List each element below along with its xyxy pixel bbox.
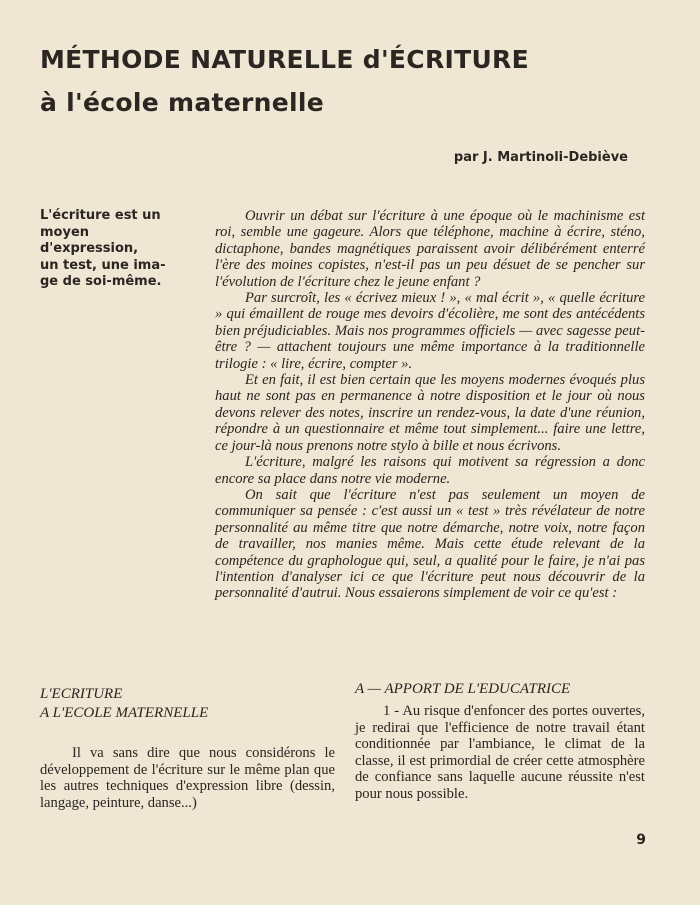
pull-quote-sidebar: [40, 208, 200, 291]
sidebar-line: moyen: [40, 224, 90, 240]
intro-paragraph: Ouvrir un débat sur l'écriture à une époque où le machinisme est roi, semble une gageure. Alors que téléphone, machine à écrire, sténo, dictaphone, bandes magnétiques paraissent avoir délibérément enterré l'ère des moines copistes, n'est-il pas un peu désuet de se pencher sur l'évolution de l'écriture chez le jeune enfant ?: [215, 208, 645, 290]
section-heading-line-2: A L'ECOLE MATERNELLE: [40, 705, 209, 721]
sidebar-line: d'expression,: [40, 241, 139, 256]
section-heading: [40, 685, 335, 723]
intro-paragraph: L'écriture, malgré les raisons qui motivent sa régression a donc encore sa place dans notre vie moderne.: [215, 454, 645, 487]
intro-text: [215, 208, 645, 602]
sidebar-line: un test, une ima-: [40, 257, 166, 273]
intro-paragraph: On sait que l'écriture n'est pas seulement un moyen de communiquer sa pensée : c'est aussi un « test » très révélateur de notre personnalité au même titre que notre démarche, notre voix, notre façon de travailler, nos manies même. Mais cette étude relevant de la compétence du graphologue qui, seul, a qualité pour le faire, je n'ai pas l'intention d'analyser ici ce que l'écriture peut nous découvrir de la personnalité d'autrui. Nous essaierons simplement de voir ce qu'est :: [215, 486, 645, 602]
page-number: 9: [636, 832, 646, 848]
sidebar-line: ge de soi-même.: [40, 274, 162, 289]
left-column-paragraph: Il va sans dire que nous considérons le développement de l'écriture sur le même plan que les autres techniques d'expression libre (dessin, langage, peinture, danse...): [40, 745, 335, 811]
title-line-2: à l'école maternelle: [40, 88, 324, 117]
subsection-heading: A — APPORT DE L'EDUCATRICE: [355, 681, 571, 697]
right-column-paragraph: 1 - Au risque d'enfoncer des portes ouvertes, je redirai que l'efficience de notre travail étant conditionnée par l'ambiance, le climat de la classe, il est primordial de créer cette atmosphère de confiance sans laquelle aucune réussite n'est pour nous possible.: [355, 703, 645, 802]
section-heading-line-1: L'ECRITURE: [40, 686, 123, 702]
author-byline: par J. Martinoli-Debiève: [453, 150, 628, 165]
intro-paragraph: Par surcroît, les « écrivez mieux ! », « mal écrit », « quelle écriture » qui émaillent de rouge mes devoirs d'écolière, me sont des antécédents bien préjudiciables. Mais nos programmes officiels — avec sagesse peut-être ? — attachent toujours une même importance à la traditionnelle trilogie : « lire, écrire, compter ».: [215, 290, 645, 372]
article-title: [40, 38, 660, 124]
sidebar-line: L'écriture est un: [40, 208, 161, 223]
title-line-1: MÉTHODE NATURELLE d'ÉCRITURE: [40, 45, 529, 74]
left-column: [40, 685, 335, 811]
right-column: [355, 680, 645, 803]
intro-paragraph: Et en fait, il est bien certain que les moyens modernes évoqués plus haut ne sont pas en permanence à notre disposition et le jour où nous devons relever des notes, inscrire un rendez-vous, la date d'une réunion, répondre à un questionnaire et même tout simplement... faire une lettre, ce jour-là nous prenons notre stylo à bille et nous écrivons.: [215, 372, 645, 454]
